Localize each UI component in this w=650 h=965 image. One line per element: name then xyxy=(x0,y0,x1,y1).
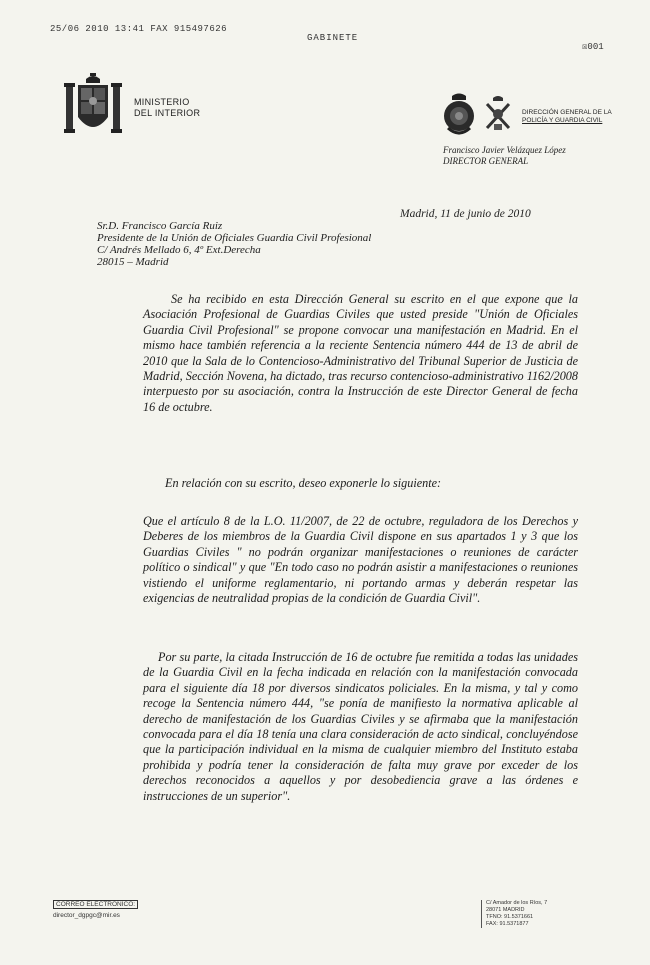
direccion-general-name: DIRECCIÓN GENERAL DE LA POLICÍA Y GUARDIA CIVIL xyxy=(522,109,612,124)
director-signature-block xyxy=(443,145,566,167)
director-title: DIRECTOR GENERAL xyxy=(443,156,529,166)
recipient-line: Presidente de la Unión de Oficiales Guardia Civil Profesional xyxy=(97,232,372,244)
coat-of-arms-icon xyxy=(64,73,122,141)
fax-header: 25/06 2010 13:41 FAX 915497626 xyxy=(50,24,228,34)
footer-address: C/ Amador de los Ríos, 7 28071 MADRID TFNO: 91.5371661 FAX: 91.5371877 xyxy=(481,900,547,928)
ministry-name: MINISTERIO DEL INTERIOR xyxy=(134,97,201,118)
guardia-civil-emblem-icon xyxy=(483,94,513,132)
letter-date: Madrid, 11 de junio de 2010 xyxy=(400,208,531,220)
body-paragraph: En relación con su escrito, deseo exponerle lo siguiente: xyxy=(165,476,442,490)
recipient-block xyxy=(97,220,371,268)
body-paragraph: Se ha recibido en esta Dirección General su escrito en el que expone que la Asociación Profesional de Guardias Civiles que usted preside "Unión de Oficiales Guardia Civil Profesional" se propone convocar una manifestación en Madrid. En el mismo hace también referencia a la reciente Sentencia número 444 de 13 de abril de 2010 que la Sala de lo Contencioso-Administrativo del Tribunal Superior de Justicia de Madrid, Sección Novena, ha dictado, tras recurso contencioso-administrativo 1162/2008 interpuesto por su asociación, contra la Instrucción de este Director General de fecha 16 de octubre. xyxy=(143,292,578,414)
email-address: director_dgpgc@mir.es xyxy=(53,912,120,919)
fax-page-number: ☒001 xyxy=(582,42,604,52)
body-paragraph: Que el artículo 8 de la L.O. 11/2007, de 22 de octubre, reguladora de los Derechos y Deberes de los miembros de la Guardia Civil dispone en sus apartados 1 y 3 que los Guardias Civiles " no podrán organizar manifestaciones o reuniones de carácter político o sindical" y que "En todo caso no podrán asistir a manifestaciones o reuniones vistiendo el uniforme reglamentario, ni portando armas y deberán respetar las exigencias de neutralidad propias de la condición de Guardia Civil". xyxy=(143,514,578,606)
recipient-line: C/ Andrés Mellado 6, 4º Ext.Derecha xyxy=(97,244,261,256)
fax-department: GABINETE xyxy=(307,33,359,43)
recipient-line: 28015 – Madrid xyxy=(97,256,169,268)
fax-page-icon: ☒ xyxy=(582,42,588,52)
recipient-line: Sr.D. Francisco García Ruiz xyxy=(97,220,223,232)
police-emblem-icon xyxy=(440,92,478,136)
footer-email xyxy=(53,900,138,919)
director-name: Francisco Javier Velázquez López xyxy=(443,145,566,155)
email-label: CORREO ELECTRÓNICO: xyxy=(53,900,138,909)
body-paragraph: Por su parte, la citada Instrucción de 16 de octubre fue remitida a todas las unidades de la Guardia Civil en la fecha indicada en relación con la manifestación convocada para el siguiente día 18 por diversos sindicatos policiales. En la misma, y tal y como recoge la Sentencia número 444, "se ponía de manifiesto la normativa aplicable al derecho de manifestación de los Guardias Civiles y se afirmaba que la manifestación convocada para el día 18 tenía una clara consideración de acto sindical, concluyéndose que la participación individual en la misma de cualquier miembro del Instituto estaba prohibida y podría tener la consideración de falta muy grave por exceder de los derechos reconocidos a aquellos y por desobediencia grave a las órdenes e instrucciones de un superior". xyxy=(143,650,578,803)
